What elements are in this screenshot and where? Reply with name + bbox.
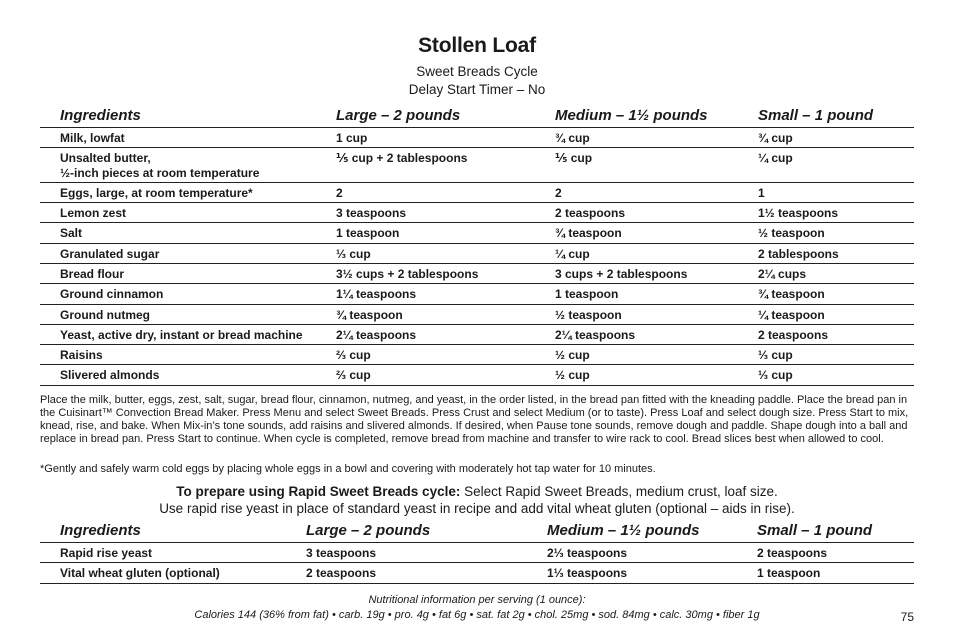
- ingredient-name: Rapid rise yeast: [40, 542, 306, 563]
- amount-small: 2 teaspoons: [757, 542, 914, 563]
- nutrition-heading: Nutritional information per serving (1 ounce):: [368, 594, 586, 606]
- delay-subtitle: Delay Start Timer – No: [408, 82, 546, 97]
- header-medium: Medium – 1½ pounds: [555, 105, 758, 127]
- ingredient-name: Granulated sugar: [40, 243, 336, 263]
- table-row: [40, 304, 914, 324]
- amount-small: ¾ teaspoon: [758, 284, 914, 304]
- ingredient-name: Unsalted butter, ½-inch pieces at room temperature: [40, 147, 336, 182]
- ingredient-name: Bread flour: [40, 263, 336, 283]
- rapid-text-2: Use rapid rise yeast in place of standard yeast in recipe and add vital wheat gluten (optional – aids in rise).: [159, 501, 795, 516]
- amount-medium: ⅕ cup: [555, 147, 758, 182]
- rapid-heading: To prepare using Rapid Sweet Breads cycle:: [176, 484, 461, 499]
- amount-large: 1¼ teaspoons: [336, 284, 555, 304]
- amount-large: 2 teaspoons: [306, 563, 547, 584]
- header-large: Large – 2 pounds: [306, 520, 547, 542]
- recipe-title: Stollen Loaf: [418, 34, 536, 57]
- ingredient-name: Slivered almonds: [40, 365, 336, 385]
- table-row: [40, 284, 914, 304]
- ingredient-name: Yeast, active dry, instant or bread machine: [40, 324, 336, 344]
- amount-large: ¾ teaspoon: [336, 304, 555, 324]
- amount-small: 2 teaspoons: [758, 324, 914, 344]
- amount-medium: ¾ teaspoon: [555, 223, 758, 243]
- rapid-ingredients-table: [40, 520, 914, 584]
- amount-large: 3½ cups + 2 tablespoons: [336, 263, 555, 283]
- table-row: [40, 203, 914, 223]
- table-row: [40, 223, 914, 243]
- table-row: [40, 563, 914, 584]
- ingredient-name: Vital wheat gluten (optional): [40, 563, 306, 584]
- ingredient-name: Eggs, large, at room temperature*: [40, 182, 336, 202]
- amount-small: 1½ teaspoons: [758, 203, 914, 223]
- amount-medium: 2: [555, 182, 758, 202]
- amount-large: 3 teaspoons: [306, 542, 547, 563]
- amount-medium: 2⅓ teaspoons: [547, 542, 757, 563]
- amount-small: ¾ cup: [758, 127, 914, 147]
- amount-medium: ½ cup: [555, 365, 758, 385]
- amount-large: ⅓ cup: [336, 243, 555, 263]
- ingredient-name: Ground nutmeg: [40, 304, 336, 324]
- header-ingredients: Ingredients: [40, 105, 336, 127]
- amount-small: ⅓ cup: [758, 345, 914, 365]
- amount-large: 2¼ teaspoons: [336, 324, 555, 344]
- amount-medium: 2 teaspoons: [555, 203, 758, 223]
- amount-small: 2 tablespoons: [758, 243, 914, 263]
- amount-large: ⅔ cup: [336, 345, 555, 365]
- amount-medium: ½ cup: [555, 345, 758, 365]
- ingredient-name: Salt: [40, 223, 336, 243]
- ingredient-name: Raisins: [40, 345, 336, 365]
- page-number: 75: [900, 610, 914, 624]
- ingredient-name: Milk, lowfat: [40, 127, 336, 147]
- amount-medium: 1⅓ teaspoons: [547, 563, 757, 584]
- amount-medium: ½ teaspoon: [555, 304, 758, 324]
- amount-small: ¼ teaspoon: [758, 304, 914, 324]
- amount-large: ⅔ cup: [336, 365, 555, 385]
- instructions-paragraph: Place the milk, butter, eggs, zest, salt, sugar, bread flour, cinnamon, nutmeg, and yeast, in the order listed, in the bread pan fitted with the kneading paddle. Place the bread pan in the Cuisinart™ Convection Bread Maker. Press Menu and select Sweet Breads. Press Crust and select Medium (or to taste). Press Loaf and select dough size. Press Start to mix, knead, rise, and bake. When Mix-in’s tone sounds, add raisins and slivered almonds. If desired, when Pause tone sounds, remove dough and paddle. Shape dough into a ball and replace in bread pan. Press Start to continue. When cycle is completed, remove bread from machine and transfer to wire rack to cool. Bread slices best when allowed to cool.: [40, 394, 909, 445]
- ingredient-name: Lemon zest: [40, 203, 336, 223]
- amount-large: 2: [336, 182, 555, 202]
- header-medium: Medium – 1½ pounds: [547, 520, 757, 542]
- rapid-text-1: Select Rapid Sweet Breads, medium crust, loaf size.: [460, 484, 778, 499]
- amount-medium: ¼ cup: [555, 243, 758, 263]
- table-row: [40, 147, 914, 182]
- header-ingredients: Ingredients: [40, 520, 306, 542]
- table-row: [40, 243, 914, 263]
- rapid-cycle-note: [40, 483, 914, 517]
- table-row: [40, 127, 914, 147]
- amount-medium: 2¼ teaspoons: [555, 324, 758, 344]
- amount-medium: ¾ cup: [555, 127, 758, 147]
- amount-small: 1: [758, 182, 914, 202]
- table-row: [40, 263, 914, 283]
- ingredient-name: Ground cinnamon: [40, 284, 336, 304]
- ingredients-table: [40, 105, 914, 386]
- amount-small: ½ teaspoon: [758, 223, 914, 243]
- table-row: [40, 345, 914, 365]
- amount-medium: 1 teaspoon: [555, 284, 758, 304]
- cycle-subtitle: Sweet Breads Cycle: [416, 64, 538, 79]
- rapid-line-1: [40, 483, 914, 500]
- table-row: [40, 182, 914, 202]
- amount-small: 2¼ cups: [758, 263, 914, 283]
- table-row: [40, 324, 914, 344]
- nutrition-values: Calories 144 (36% from fat) • carb. 19g • pro. 4g • fat 6g • sat. fat 2g • chol. 25mg • sod. 84mg • calc. 30mg • fiber 1g: [194, 609, 760, 621]
- amount-medium: 3 cups + 2 tablespoons: [555, 263, 758, 283]
- amount-large: 1 teaspoon: [336, 223, 555, 243]
- amount-small: 1 teaspoon: [757, 563, 914, 584]
- amount-large: 1 cup: [336, 127, 555, 147]
- header-large: Large – 2 pounds: [336, 105, 555, 127]
- header-small: Small – 1 pound: [757, 520, 914, 542]
- header-small: Small – 1 pound: [758, 105, 914, 127]
- table-row: [40, 365, 914, 385]
- amount-small: ⅓ cup: [758, 365, 914, 385]
- amount-large: ⅕ cup + 2 tablespoons: [336, 147, 555, 182]
- egg-footnote: *Gently and safely warm cold eggs by placing whole eggs in a bowl and covering with moderately hot tap water for 10 minutes.: [40, 463, 656, 475]
- rapid-table-header: [40, 520, 914, 542]
- amount-large: 3 teaspoons: [336, 203, 555, 223]
- ingredients-table-header: [40, 105, 914, 127]
- table-row: [40, 542, 914, 563]
- amount-small: ¼ cup: [758, 147, 914, 182]
